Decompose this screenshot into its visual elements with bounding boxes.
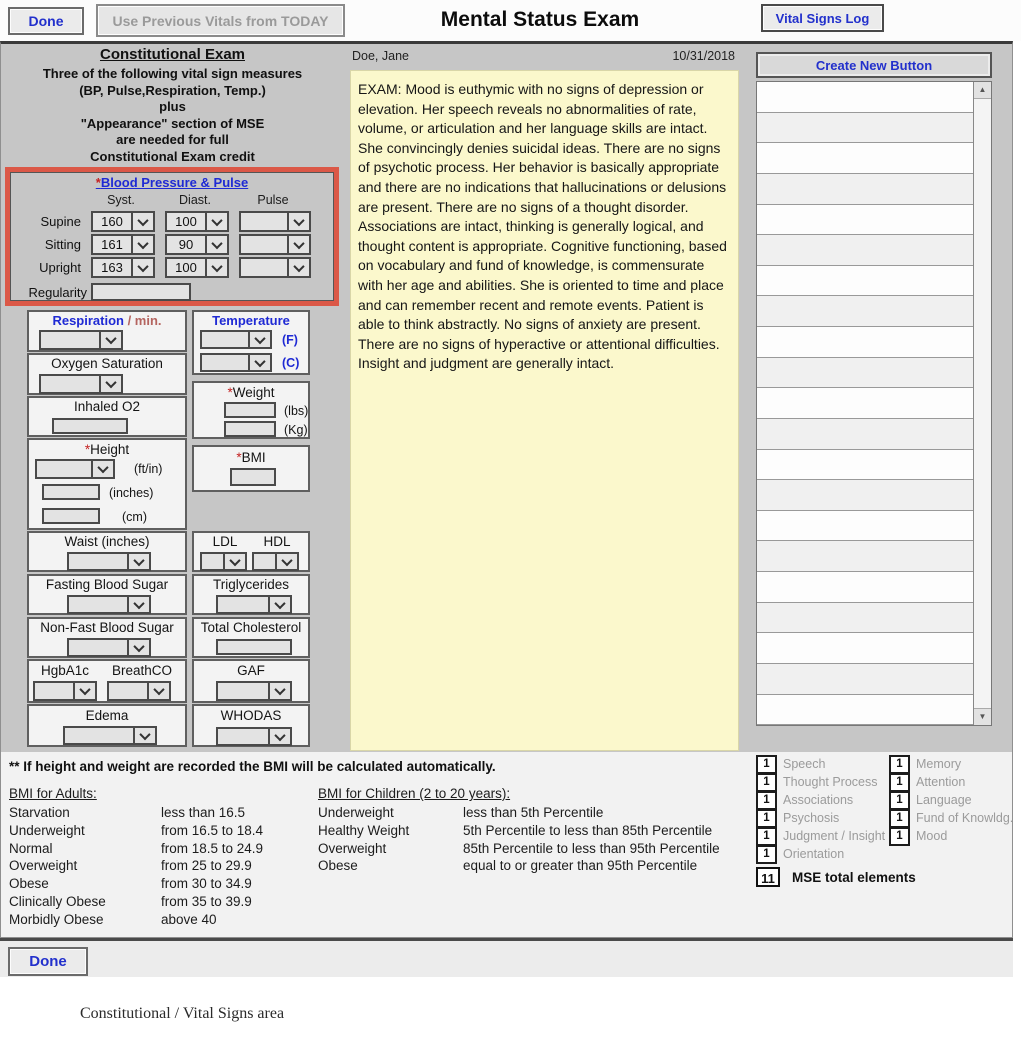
bp-highlight-box — [5, 167, 339, 306]
temperature-box — [192, 310, 310, 375]
list-item[interactable] — [757, 664, 974, 695]
mse-element-label: Judgment / Insight — [783, 829, 886, 843]
respiration-value — [41, 332, 99, 348]
whodas-dropdown[interactable] — [216, 727, 292, 746]
waist-box — [27, 531, 187, 572]
hgba1c-breathco-box — [27, 659, 187, 703]
height-ftin-value — [37, 461, 91, 477]
chevron-down-icon — [268, 729, 290, 744]
waist-dropdown[interactable] — [67, 552, 151, 571]
ldl-value — [202, 554, 223, 569]
respiration-unit: / min. — [123, 313, 162, 328]
nonfast-blood-sugar-dropdown[interactable] — [67, 638, 151, 657]
mse-element-label: Attention — [916, 775, 966, 789]
list-item[interactable] — [757, 235, 974, 266]
chevron-down-icon — [127, 597, 149, 612]
bmi-range: equal to or greater than 95th Percentile — [463, 858, 698, 874]
respiration-label: Respiration / min. — [52, 313, 162, 328]
mse-element-label: Mood — [916, 829, 948, 843]
bmi-category: Starvation — [9, 805, 70, 820]
bmi-range: from 25 to 29.9 — [161, 858, 252, 874]
total-cholesterol-box — [192, 617, 310, 658]
bmi-category: Clinically Obese — [9, 893, 106, 909]
constitutional-exam-heading: Constitutional Exam — [99, 46, 245, 63]
mse-element-orientation — [756, 845, 886, 862]
mse-count-box: 1 — [889, 809, 910, 828]
weight-kg-field[interactable] — [224, 421, 276, 437]
height-inches-field[interactable] — [42, 484, 100, 500]
bmi-adults-heading: BMI for Adults: — [9, 786, 97, 801]
temperature-label: Temperature — [212, 313, 290, 328]
nonfast-blood-sugar-box — [27, 617, 187, 658]
bmi-category: Obese — [9, 876, 49, 892]
list-item[interactable] — [757, 695, 974, 726]
weight-unit-lbs: (lbs) — [284, 404, 309, 418]
mse-count-box: 1 — [889, 755, 910, 774]
bmi-adults-table — [9, 805, 263, 930]
vital-signs-log-button[interactable]: Vital Signs Log — [761, 4, 884, 32]
figure-caption: Constitutional / Vital Signs area — [80, 1005, 285, 1022]
scroll-down-icon[interactable]: ▼ — [974, 708, 991, 725]
mse-count-box: 1 — [756, 809, 777, 828]
chevron-down-icon — [287, 213, 309, 230]
bmi-range: 85th Percentile to less than 95th Percentile — [463, 840, 720, 856]
mse-count-box: 1 — [756, 827, 777, 846]
fasting-blood-sugar-box — [27, 574, 187, 615]
hgba1c-value — [35, 683, 73, 699]
hdl-dropdown[interactable] — [252, 552, 299, 571]
edema-box — [27, 704, 187, 747]
chevron-down-icon — [268, 597, 290, 612]
waist-label: Waist (inches) — [64, 534, 150, 549]
bmi-table-row — [9, 858, 263, 876]
bmi-category: Healthy Weight — [318, 822, 410, 838]
total-cholesterol-field[interactable] — [216, 639, 292, 655]
oxygen-saturation-label: Oxygen Saturation — [51, 356, 163, 371]
column-header-pulse: Pulse — [257, 193, 289, 207]
list-item[interactable] — [757, 450, 974, 481]
chevron-down-icon — [133, 728, 155, 743]
mse-element-associations — [756, 791, 886, 808]
ldl-hdl-box — [192, 531, 310, 572]
chevron-down-icon — [287, 236, 309, 253]
height-unit-cm: (cm) — [122, 510, 147, 524]
chevron-down-icon — [287, 259, 309, 276]
gaf-label: GAF — [237, 663, 265, 678]
bp-sitting-diast-dropdown[interactable] — [165, 234, 229, 255]
bmi-table-row — [9, 841, 263, 859]
list-item[interactable] — [757, 603, 974, 634]
edema-dropdown[interactable] — [63, 726, 157, 745]
bmi-range: less than 5th Percentile — [463, 805, 604, 820]
bp-upright-diast-dropdown-value: 100 — [175, 260, 197, 275]
page-title: Mental Status Exam — [440, 8, 640, 31]
height-box — [27, 438, 187, 530]
bp-upright-pulse-dropdown-value — [241, 259, 287, 276]
ldl-dropdown[interactable] — [200, 552, 247, 571]
bottom-toolbar — [0, 938, 1013, 977]
bmi-table-row — [318, 858, 720, 876]
chevron-down-icon — [131, 236, 153, 253]
bp-row-supine — [11, 211, 333, 232]
bp-supine-diast-dropdown-value: 100 — [175, 214, 197, 229]
hdl-label: HDL — [263, 534, 291, 549]
mse-element-thought-process — [756, 773, 886, 790]
list-item[interactable] — [757, 511, 974, 542]
whodas-box — [192, 704, 310, 747]
bmi-table-row — [9, 805, 263, 823]
mse-element-judgment-insight — [756, 827, 886, 844]
bp-supine-syst-dropdown[interactable] — [91, 211, 155, 232]
required-asterisk: * — [227, 385, 233, 400]
height-cm-field[interactable] — [42, 508, 100, 524]
list-item[interactable] — [757, 205, 974, 236]
chevron-down-icon — [205, 259, 227, 276]
temp-unit-c: (C) — [282, 356, 300, 370]
mse-count-box: 1 — [756, 845, 777, 864]
bp-sitting-syst-dropdown-value: 161 — [101, 237, 123, 252]
list-item[interactable] — [757, 113, 974, 144]
mse-count-box: 1 — [756, 791, 777, 810]
required-asterisk: * — [95, 175, 101, 190]
bp-row-label: Supine — [40, 214, 81, 229]
nonfast-blood-sugar-label: Non-Fast Blood Sugar — [40, 620, 174, 635]
instruction-line: Constitutional Exam credit — [90, 148, 255, 164]
bp-supine-syst-dropdown-value: 160 — [101, 214, 123, 229]
mse-element-label: Fund of Knowldg. — [916, 811, 1014, 825]
bmi-range: from 35 to 39.9 — [161, 893, 252, 909]
weight-label: *Weight — [227, 385, 275, 400]
mse-total-label: MSE total elements — [792, 870, 916, 885]
blood-pressure-section — [10, 172, 334, 301]
bp-sitting-diast-dropdown-value: 90 — [178, 237, 194, 252]
fasting-blood-sugar-value — [69, 597, 127, 612]
list-scrollbar[interactable] — [973, 82, 991, 725]
done-button-top[interactable]: Done — [8, 7, 84, 35]
bmi-auto-note: ** If height and weight are recorded the BMI will be calculated automatically. — [9, 759, 496, 774]
chevron-down-icon — [91, 461, 113, 477]
chevron-down-icon — [99, 332, 121, 348]
exam-date: 10/31/2018 — [672, 49, 735, 63]
list-item[interactable] — [757, 327, 974, 358]
mse-element-label: Psychosis — [783, 811, 840, 825]
mse-element-label: Memory — [916, 757, 962, 771]
top-toolbar — [0, 0, 1021, 41]
list-item[interactable] — [757, 480, 974, 511]
mse-element-label: Associations — [783, 793, 854, 807]
bmi-range: from 30 to 34.9 — [161, 876, 252, 892]
use-previous-vitals-button[interactable]: Use Previous Vitals from TODAY — [96, 4, 345, 37]
hgba1c-dropdown[interactable] — [33, 681, 97, 701]
list-item[interactable] — [757, 541, 974, 572]
bp-supine-pulse-dropdown[interactable] — [239, 211, 311, 232]
custom-button-list — [756, 81, 992, 726]
chevron-down-icon — [73, 683, 95, 699]
fasting-blood-sugar-label: Fasting Blood Sugar — [45, 577, 169, 592]
weight-lbs-field[interactable] — [224, 402, 276, 418]
gaf-value — [218, 683, 268, 699]
breathco-dropdown[interactable] — [107, 681, 171, 701]
chevron-down-icon — [147, 683, 169, 699]
chevron-down-icon — [205, 236, 227, 253]
list-item[interactable] — [757, 572, 974, 603]
respiration-box — [27, 310, 187, 352]
mse-count-box: 1 — [889, 791, 910, 810]
bmi-table-row — [9, 894, 263, 912]
bmi-children-table — [318, 805, 720, 876]
nonfast-blood-sugar-value — [69, 640, 127, 655]
mse-count-box: 1 — [756, 755, 777, 774]
instruction-line: are needed for full — [116, 132, 229, 147]
bp-row-sitting — [11, 234, 333, 255]
bmi-category: Underweight — [318, 805, 394, 820]
bmi-category: Overweight — [318, 840, 387, 856]
inhaled-o2-field[interactable] — [52, 418, 128, 434]
height-unit-ftin: (ft/in) — [134, 462, 163, 476]
bmi-table-row — [318, 841, 720, 859]
oxygen-saturation-value — [41, 376, 99, 392]
height-label: *Height — [84, 442, 130, 457]
bmi-table-row — [318, 823, 720, 841]
chevron-down-icon — [223, 554, 245, 569]
chevron-down-icon — [248, 355, 270, 370]
chevron-down-icon — [127, 554, 149, 569]
waist-value — [69, 554, 127, 569]
instruction-line: plus — [159, 99, 186, 114]
weight-unit-kg: (Kg) — [284, 423, 308, 437]
list-item[interactable] — [757, 82, 974, 113]
bmi-field[interactable] — [230, 468, 276, 486]
bmi-box — [192, 445, 310, 492]
mse-element-attention — [889, 773, 1019, 790]
patient-name: Doe, Jane — [352, 49, 409, 63]
mse-element-label: Thought Process — [783, 775, 878, 789]
constitutional-instructions — [0, 66, 345, 165]
exam-text-area[interactable]: EXAM: Mood is euthymic with no signs of depression or elevation. Her speech reveals no abnormalities of rate, volume, or articulation and her language skills are intact. She convincingly denies suicidal ideas. There are no signs of psychotic process. Her behavior is basically appropriate and there are no indications that hallucinations or delusions are present. There are no signs of a thought disorder. Associations are intact, thinking is generally logical, and thought content is appropriate. Cognitive functioning, based on vocabulary and fund of knowledge, is commensurate with her age and abilities. She is oriented to time and place and can remember recent and remote events. Patient is able to think abstractly. No signs of anxiety are present. There are no signs of hyperactive or attentional difficulties. Insight and judgment are generally intact. — [350, 70, 739, 751]
chevron-down-icon — [127, 640, 149, 655]
mse-element-memory — [889, 755, 1019, 772]
mse-element-psychosis — [756, 809, 886, 826]
fasting-blood-sugar-dropdown[interactable] — [67, 595, 151, 614]
bp-upright-syst-dropdown-value: 163 — [101, 260, 123, 275]
bp-upright-diast-dropdown[interactable] — [165, 257, 229, 278]
bmi-range: above 40 — [161, 911, 217, 927]
bmi-category: Morbidly Obese — [9, 911, 104, 927]
required-asterisk: * — [84, 442, 91, 457]
gaf-dropdown[interactable] — [216, 681, 292, 701]
chevron-down-icon — [275, 554, 297, 569]
bmi-table-row — [9, 912, 263, 930]
mse-count-box: 1 — [889, 773, 910, 792]
list-item[interactable] — [757, 143, 974, 174]
inhaled-o2-label: Inhaled O2 — [73, 399, 141, 414]
chevron-down-icon — [268, 683, 290, 699]
required-asterisk: * — [236, 450, 242, 465]
bp-sitting-syst-dropdown[interactable] — [91, 234, 155, 255]
mse-element-label: Speech — [783, 757, 826, 771]
bp-supine-diast-dropdown[interactable] — [165, 211, 229, 232]
bmi-category: Overweight — [9, 858, 78, 874]
temperature-c-value — [202, 355, 248, 370]
regularity-label: Regularity — [28, 285, 87, 300]
bmi-range: less than 16.5 — [161, 805, 246, 820]
weight-box — [192, 381, 310, 439]
chevron-down-icon — [131, 213, 153, 230]
list-item[interactable] — [757, 633, 974, 664]
list-item[interactable] — [757, 296, 974, 327]
bmi-range: from 16.5 to 18.4 — [161, 822, 264, 838]
list-item[interactable] — [757, 419, 974, 450]
chevron-down-icon — [131, 259, 153, 276]
list-item[interactable] — [757, 174, 974, 205]
mse-element-label: Orientation — [783, 847, 845, 861]
height-ftin-dropdown[interactable] — [35, 459, 115, 479]
edema-label: Edema — [85, 708, 129, 723]
bmi-table-row — [9, 876, 263, 894]
bmi-children-heading: BMI for Children (2 to 20 years): — [318, 786, 511, 801]
mse-count-box: 1 — [889, 827, 910, 846]
list-item[interactable] — [757, 358, 974, 389]
oxygen-saturation-box — [27, 353, 187, 395]
mse-count-box: 1 — [756, 773, 777, 792]
bp-supine-pulse-dropdown-value — [241, 213, 287, 230]
custom-button-rows — [757, 82, 974, 725]
breathco-label: BreathCO — [111, 663, 173, 678]
triglycerides-dropdown[interactable] — [216, 595, 292, 614]
bmi-table-row — [9, 823, 263, 841]
hgba1c-label: HgbA1c — [40, 663, 90, 678]
breathco-value — [109, 683, 147, 699]
respiration-dropdown[interactable] — [39, 330, 123, 350]
bmi-table-row — [318, 805, 720, 823]
temperature-f-dropdown[interactable] — [200, 330, 272, 349]
bmi-category: Normal — [9, 840, 53, 856]
ldl-label: LDL — [212, 534, 238, 549]
done-button-bottom[interactable]: Done — [8, 947, 88, 976]
bp-upright-pulse-dropdown[interactable] — [239, 257, 311, 278]
mse-element-fund-of-knowldg- — [889, 809, 1019, 826]
whodas-value — [218, 729, 268, 744]
temp-unit-f: (F) — [282, 333, 298, 347]
oxygen-saturation-dropdown[interactable] — [39, 374, 123, 394]
bp-sitting-pulse-dropdown-value — [241, 236, 287, 253]
create-new-button[interactable]: Create New Button — [756, 52, 992, 78]
height-unit-inches: (inches) — [109, 486, 154, 500]
hdl-value — [254, 554, 275, 569]
whodas-label: WHODAS — [220, 708, 282, 723]
instruction-line: "Appearance" section of MSE — [80, 115, 265, 131]
bp-upright-syst-dropdown[interactable] — [91, 257, 155, 278]
bp-sitting-pulse-dropdown[interactable] — [239, 234, 311, 255]
instruction-line: Three of the following vital sign measures — [42, 66, 303, 81]
scroll-up-icon[interactable]: ▲ — [974, 82, 991, 99]
bmi-range: from 18.5 to 24.9 — [161, 840, 264, 856]
edema-value — [65, 728, 133, 743]
chevron-down-icon — [248, 332, 270, 347]
chevron-down-icon — [205, 213, 227, 230]
regularity-field[interactable] — [91, 283, 191, 301]
list-item[interactable] — [757, 388, 974, 419]
triglycerides-value — [218, 597, 268, 612]
mse-element-language — [889, 791, 1019, 808]
bp-section-title: *Blood Pressure & Pulse — [95, 175, 249, 190]
bmi-range: 5th Percentile to less than 85th Percentile — [463, 822, 713, 838]
list-item[interactable] — [757, 266, 974, 297]
chevron-down-icon — [99, 376, 121, 392]
total-cholesterol-label: Total Cholesterol — [200, 620, 302, 635]
gaf-box — [192, 659, 310, 703]
bp-row-label: Upright — [39, 260, 81, 275]
triglycerides-box — [192, 574, 310, 615]
mse-element-mood — [889, 827, 1019, 844]
temperature-f-value — [202, 332, 248, 347]
mse-total-count: 11 — [756, 867, 780, 887]
bmi-category: Obese — [318, 858, 358, 874]
triglycerides-label: Triglycerides — [212, 577, 290, 592]
column-header-diast: Diast. — [179, 193, 211, 207]
bmi-label: *BMI — [236, 450, 266, 465]
mse-element-speech — [756, 755, 886, 772]
instruction-line: (BP, Pulse,Respiration, Temp.) — [79, 82, 266, 98]
bp-row-upright — [11, 257, 333, 278]
bmi-category: Underweight — [9, 822, 85, 838]
bp-row-label: Sitting — [44, 237, 81, 252]
mse-element-label: Language — [916, 793, 972, 807]
column-header-syst: Syst. — [107, 193, 135, 207]
inhaled-o2-box — [27, 396, 187, 437]
temperature-c-dropdown[interactable] — [200, 353, 272, 372]
mse-elements-section — [756, 755, 1012, 895]
